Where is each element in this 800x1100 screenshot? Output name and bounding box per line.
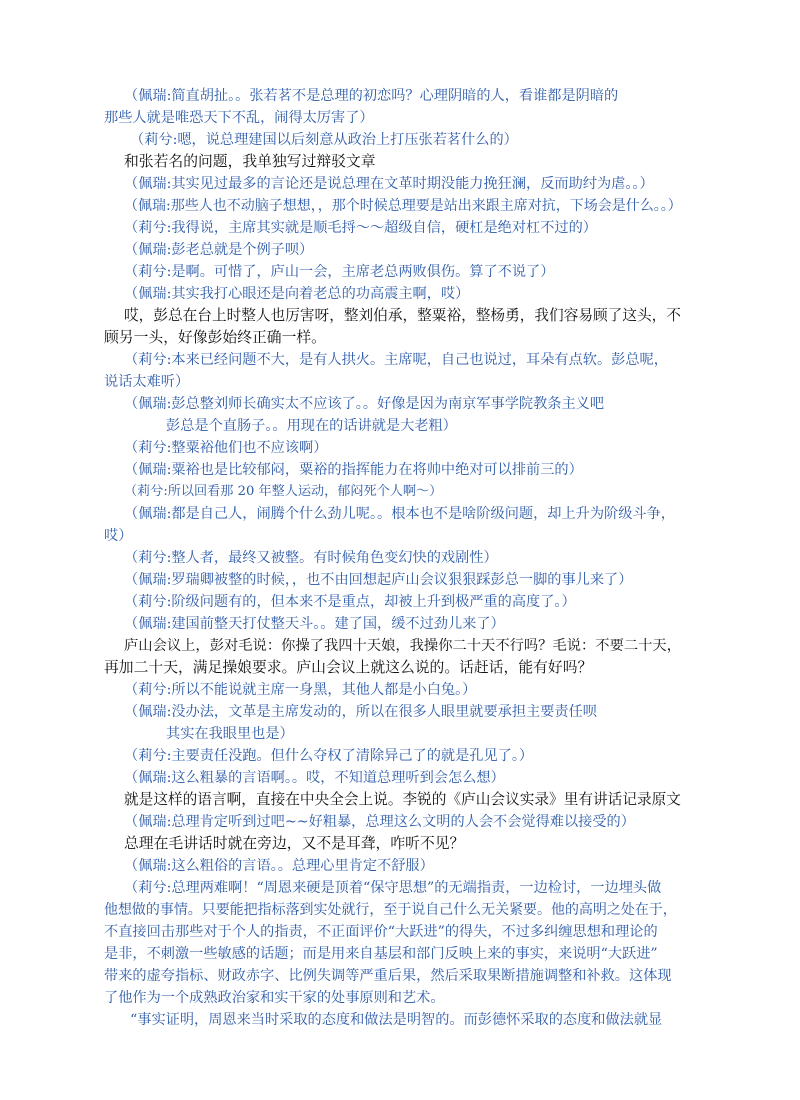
comment-line: 不直接回击那些对于个人的指责，不正面评价“大跃进”的得失，不过多纠缠思想和理论的 — [104, 924, 658, 940]
comment-line: （莉兮:所以回看那 20 年整人运动，郁闷死个人啊～） — [124, 484, 443, 499]
comment-line: （莉兮:我得说，主席其实就是顺毛捋～～超级自信，硬杠是绝对杠不过的） — [124, 220, 597, 236]
comment-line: （佩瑞:都是自己人，闹腾个什么劲儿呢。。根本也不是啥阶级问题，却上升为阶级斗争， — [124, 506, 675, 522]
comment-line: （莉兮:所以不能说就主席一身黑，其他人都是小白兔。） — [124, 682, 477, 698]
comment-line: （佩瑞:简直胡扯。。张若茗不是总理的初恋吗？心理阴暗的人，看谁都是阴暗的 — [124, 88, 619, 104]
comment-line: （佩瑞:彭总整刘师长确实太不应该了。。好像是因为南京军事学院教条主义吧 — [124, 396, 605, 412]
comment-line: （莉兮:本来已经问题不大，是有人拱火。主席呢，自己也说过，耳朵有点软。彭总呢， — [124, 352, 668, 368]
comment-line: “事实证明，周恩来当时采取的态度和做法是明智的。而彭德怀采取的态度和做法就显 — [130, 1012, 663, 1028]
comment-line: （莉兮:整粟裕他们也不应该啊） — [124, 440, 328, 456]
comment-line: （莉兮:整人者，最终又被整。有时候角色变幻快的戏剧性） — [124, 550, 498, 566]
body-line: 就是这样的语言啊，直接在中央全会上说。李锐的《庐山会议实录》里有讲话记录原文 — [124, 791, 681, 808]
comment-line: 哎） — [104, 528, 133, 544]
comment-line: 那些人就是唯恐天下不乱，闹得太厉害了） — [104, 110, 374, 126]
comment-line: （莉兮:是啊。可惜了，庐山一会，主席老总两败俱伤。算了不说了） — [124, 264, 555, 280]
comment-line: （莉兮:总理两难啊！“周恩来硬是顶着“保守思想”的无端指责，一边检讨，一边埋头做 — [124, 880, 662, 896]
body-line: 和张若名的问题，我单独写过辩驳文章 — [124, 153, 376, 170]
comment-line: （佩瑞:粟裕也是比较郁闷，粟裕的指挥能力在将帅中绝对可以排前三的） — [124, 462, 583, 478]
comment-line: （佩瑞:彭老总就是个例子呗） — [124, 242, 314, 258]
comment-line: 他想做的事情。只要能把指标落到实处就行，至于说自己什么无关紧要。他的高明之处在于， — [104, 902, 677, 918]
comment-line: （佩瑞:这么粗俗的言语。。总理心里肯定不舒服） — [124, 858, 434, 874]
comment-line: （佩瑞:其实我打心眼还是向着老总的功高震主啊，哎） — [124, 286, 470, 302]
comment-line: （佩瑞:总理肯定听到过吧~~好粗暴，总理这么文明的人会不会觉得难以接受的） — [124, 814, 635, 830]
comment-line: （莉兮:阶级问题有的，但本来不是重点，却被上升到极严重的高度了。） — [124, 594, 576, 610]
comment-line: （佩瑞:没办法，文革是主席发动的，所以在很多人眼里就要承担主要责任呗 — [124, 704, 597, 720]
comment-line: 彭总是个直肠子。。用现在的话讲就是大老粗） — [166, 418, 457, 434]
comment-line: （佩瑞:罗瑞卿被整的时候，，也不由回想起庐山会议狠狠踩彭总一脚的事儿来了） — [124, 572, 633, 588]
comment-line: 带来的虚夸指标、财政赤字、比例失调等严重后果，然后采取果断措施调整和补救。这体现 — [104, 968, 672, 984]
comment-line: （佩瑞:这么粗暴的言语啊。。哎，不知道总理听到会怎么想） — [124, 770, 505, 786]
comment-line: （莉兮:嗯，说总理建国以后刻意从政治上打压张若茗什么的） — [130, 132, 518, 148]
body-line: 庐山会议上，彭对毛说：你操了我四十天娘，我操你二十天不行吗？毛说：不要二十天， — [124, 638, 681, 654]
comment-line: （佩瑞:那些人也不动脑子想想，，那个时候总理要是站出来跟主席对抗，下场会是什么。。） — [124, 198, 682, 214]
comment-line: （佩瑞:建国前整天打仗整天斗。。建了国，缓不过劲儿来了） — [124, 616, 505, 632]
comment-line: （佩瑞:其实见过最多的言论还是说总理在文革时期没能力挽狂澜，反而助纣为虐。。） — [124, 176, 654, 192]
comment-line: （莉兮:主要责任没跑。但什么夺权了清除异己了的就是孔见了。） — [124, 748, 534, 764]
body-line: 哎，彭总在台上时整人也厉害呀，整刘伯承，整粟裕，整杨勇，我们容易顾了这头，不 — [124, 307, 681, 324]
comment-line: 是非，不刺激一些敏感的话题；而是用来自基层和部门反映上来的事实，来说明“大跃进” — [104, 946, 658, 962]
body-line: 再加二十天，满足操娘要求。庐山会议上就这么说的。话赶话，能有好吗？ — [104, 659, 593, 676]
body-line: 总理在毛讲话时就在旁边，又不是耳聋，咋听不见？ — [124, 835, 465, 852]
body-line: 顾另一头，好像彭始终正确一样。 — [104, 329, 326, 346]
comment-line: 说话太难听） — [104, 374, 190, 390]
comment-line: 其实在我眼里也是） — [166, 726, 294, 742]
comment-line: 了他作为一个成熟政治家和实干家的处事原则和艺术。 — [104, 990, 445, 1006]
